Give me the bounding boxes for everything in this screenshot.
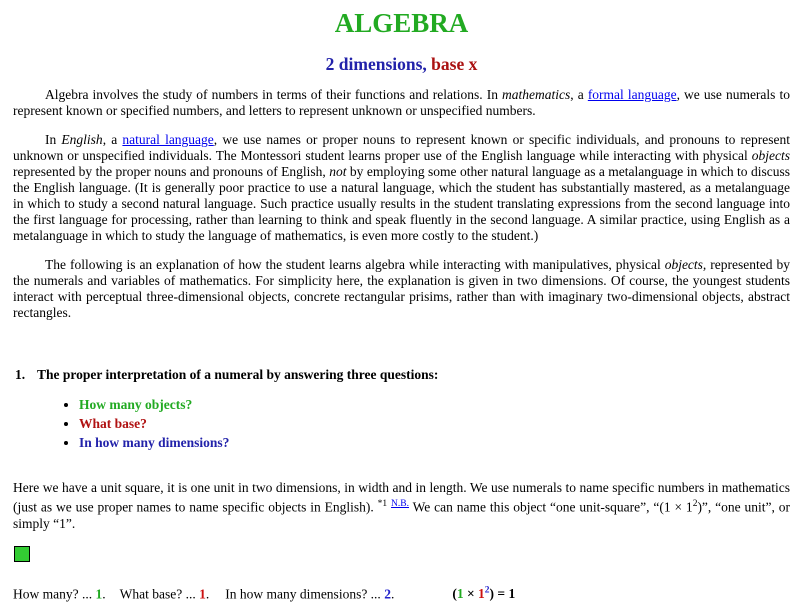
text-run: , a [570, 87, 588, 102]
text-run: Algebra involves the study of numbers in terms of their functions and relations. In [45, 87, 502, 102]
question-how-many [79, 397, 790, 412]
text-run: , a [103, 132, 123, 147]
text-run: Here we have a unit square, it is one unit in two dimensions, in width and in length. We use numerals to name specific numbers in mathematics (just as we use proper names to name specific objects in English). [13, 480, 790, 515]
question-dimensions-label: In how many dimensions? [79, 435, 229, 450]
equation-close-equals: ) = [490, 586, 509, 601]
text-run: In [45, 132, 61, 147]
section-heading [13, 367, 790, 383]
text-run: represented by the numerals and variables of mathematics. For simplicity here, the explanation is given in two dimensions. Of course, the youngest students interact with perceptual three-dimensional objects, concrete rectangular prisims, rather than with imaginary two-dimensional objects, abstract rectangles. [13, 257, 790, 320]
subtitle-dimensions: 2 dimensions, [326, 54, 427, 74]
answers-line [13, 583, 790, 602]
equation-open-paren: ( [452, 586, 457, 601]
nb-superscript [391, 499, 409, 509]
equation-result: 1 [508, 586, 515, 601]
text-run: by employing some other natural language as a metalanguage in which to discuss the English language. (It is generally poor practice to use a natural language, which the student has substantially mastered, as a metalanguage in which to study a second natural language. Such practice usually results in the student translating expressions from the second language into the first language for processing, rather than learning to think and speak fluently in the second language. A similar practice, using English as a metalanguage in which to study the language of mathematics, is even more costly to the student.) [13, 164, 790, 243]
question-list [13, 397, 790, 450]
text-run: The following is an explanation of how the student learns algebra while interacting with manipulatives, physical [45, 257, 665, 272]
unit-square-paragraph [13, 480, 790, 532]
footnote-marker: *1 [378, 499, 388, 509]
answer-dot: . [206, 586, 209, 601]
equation-base: 1 [478, 586, 485, 601]
answer-dot: . [102, 586, 105, 601]
equation-exponent: 2 [485, 586, 490, 596]
text-run: We can name this object “one unit-square”, “(1 × 1 [409, 500, 693, 515]
equation-count: 1 [457, 586, 464, 601]
exponent-text: 2 [693, 499, 698, 509]
answer-what-base-label: What base? ... [120, 586, 199, 601]
section-number: 1. [15, 367, 37, 383]
text-run-italic: English [61, 132, 102, 147]
text-run: , we use names or proper nouns to represent known or specific individuals, and pronouns to represent unknown or unspecified individuals. The Montessori student learns proper use of the English language while interacting with physical [13, 132, 790, 163]
answer-what-base-value: 1 [199, 586, 206, 601]
intro-paragraph-1 [13, 87, 790, 119]
text-run-italic: not [329, 164, 346, 179]
equation-times-sign: × [464, 586, 478, 601]
question-dimensions [79, 435, 790, 450]
answer-how-many-value: 1 [95, 586, 102, 601]
question-what-base [79, 416, 790, 431]
text-run-italic: mathematics [502, 87, 570, 102]
natural-language-link[interactable]: natural language [122, 132, 213, 147]
unit-square-image [14, 546, 30, 562]
formal-language-link[interactable]: formal language [588, 87, 677, 102]
text-run: )”, “one unit”, or simply “1”. [13, 500, 790, 531]
question-what-base-label: What base? [79, 416, 147, 431]
answer-dimensions-value: 2 [384, 586, 391, 601]
nb-link[interactable]: N.B. [391, 499, 409, 509]
text-run: , we use numerals to represent known or specified numbers, and letters to represent unknown or unspecified numbers. [13, 87, 790, 118]
text-run-italic: objects, [665, 257, 707, 272]
intro-paragraph-2 [13, 132, 790, 244]
answer-dimensions-label: In how many dimensions? ... [225, 586, 384, 601]
answer-dot: . [391, 586, 394, 601]
page-title: ALGEBRA [13, 8, 790, 38]
question-how-many-label: How many objects? [79, 397, 192, 412]
section-heading-text: The proper interpretation of a numeral by answering three questions: [37, 367, 438, 383]
intro-paragraph-3 [13, 257, 790, 321]
page-subtitle [13, 54, 790, 74]
answer-how-many-label: How many? ... [13, 586, 95, 601]
subtitle-base: base x [431, 54, 477, 74]
text-run-italic: objects [752, 148, 790, 163]
equation [452, 586, 515, 601]
text-run: represented by the proper nouns and pronouns of English, [13, 164, 329, 179]
